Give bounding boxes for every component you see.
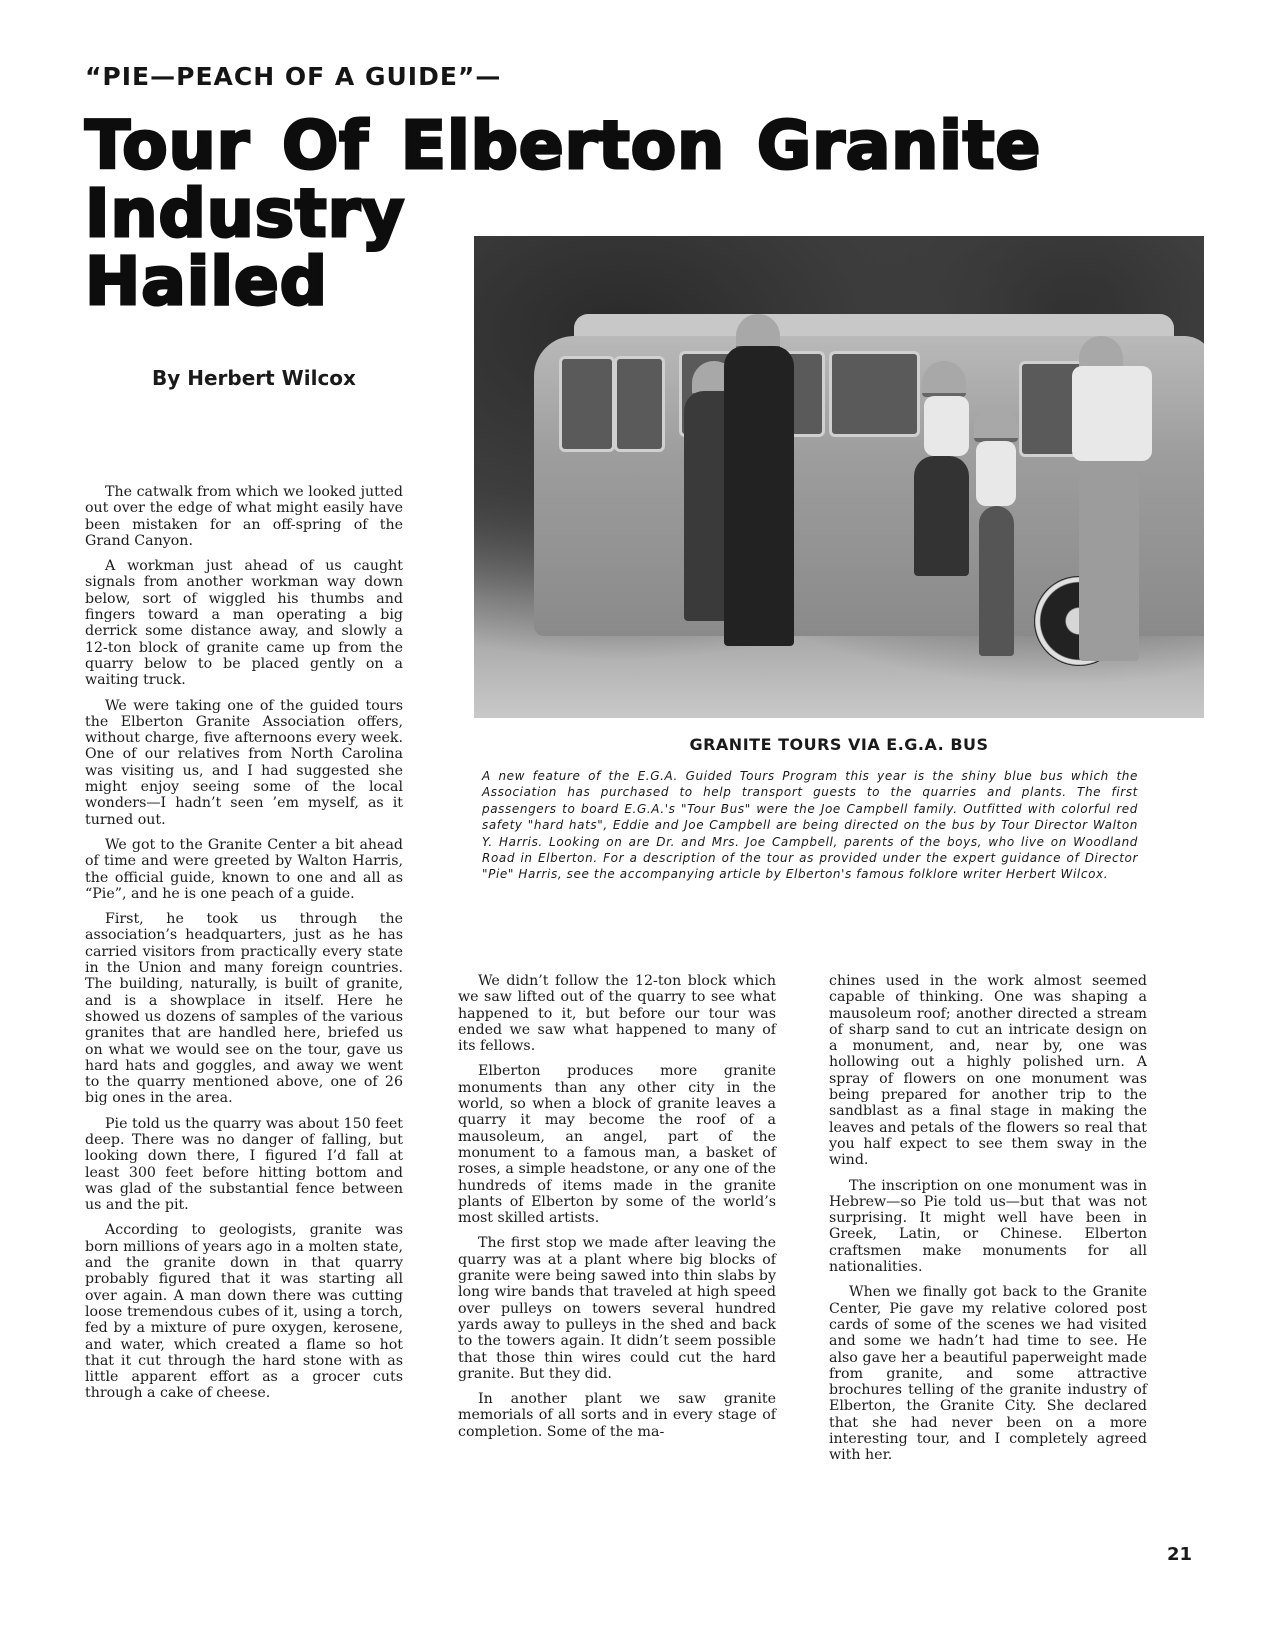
paragraph: A workman just ahead of us caught signals from another workman way down below, sort of wiggled his thumbs and fingers toward a man operating a big derrick some distance away, and slowly a 12-ton block of granite came up from the quarry below to be placed gently on a waiting truck.	[85, 558, 403, 689]
paragraph: The inscription on one monument was in Hebrew—so Pie told us—but that was not surprising. It might well have been in Greek, Latin, or Chinese. Elberton craftsmen make monuments for all nationalities.	[829, 1177, 1147, 1276]
article-column-2	[458, 973, 776, 1449]
paragraph: We were taking one of the guided tours the Elberton Granite Association offers, without charge, five afternoons every week. One of our relatives from North Carolina was visiting us, and I had suggested she might enjoy seeing some of the local wonders—I hadn’t seen ’em myself, as it turned out.	[85, 697, 403, 828]
byline: By Herbert Wilcox	[152, 366, 356, 390]
paragraph: chines used in the work almost seemed capable of thinking. One was shaping a mausoleum roof; another directed a stream of sharp sand to cut an intricate design on a monument, and, near by, one was hollowing out a highly polished urn. A spray of flowers on one monument was being prepared for another trip to the sandblast as a final stage in making the leaves and petals of the flowers so real that you half expect to see them sway in the wind.	[829, 973, 1147, 1169]
article-column-1	[85, 484, 403, 1411]
headline-line-2: Industry	[85, 175, 406, 252]
photo-caption-text: A new feature of the E.G.A. Guided Tours Program this year is the shiny blue bus which the Association has purchased to help transport guests to the quarries and plants. The first passengers to board E.G.A.'s "Tour Bus" were the Joe Campbell family. Outfitted with colorful red safety "hard hats", Eddie and Joe Campbell are being directed on the bus by Tour Director Walton Y. Harris. Looking on are Dr. and Mrs. Joe Campbell, parents of the boys, who live on Woodland Road in Elberton. For a description of the tour as provided under the expert guidance of Director "Pie" Harris, see the accompanying article by Elberton's famous folklore writer Herbert Wilcox.	[482, 769, 1138, 882]
van-side-window	[829, 351, 920, 437]
hard-hat	[922, 361, 966, 397]
kicker-heading: “PIE—PEACH OF A GUIDE”—	[85, 62, 502, 91]
paragraph: First, he took us through the association’s headquarters, just as he has carried visitors from practically every state in the Union and many foreign countries. The building, naturally, is built of granite, and is a showplace in itself. Here he showed us dozens of samples of the various granites that are handled here, briefed us on what we would see on the tour, gave us hard hats and goggles, and away we went to the quarry mentioned above, one of 26 big ones in the area.	[85, 911, 403, 1107]
tour-director-shirt	[1072, 366, 1152, 461]
boy-shirt	[976, 441, 1016, 506]
hard-hat	[736, 314, 780, 350]
paragraph: We didn’t follow the 12-ton block which we saw lifted out of the quarry to see what happened to it, but before our tour was ended we saw what happened to many of its fellows.	[458, 973, 776, 1055]
paragraph: When we finally got back to the Granite Center, Pie gave my relative colored post cards of some of the scenes we had visited and some we hadn’t had time to see. He also gave her a beautiful paperweight made from granite, and some attractive brochures telling of the granite industry of Elberton, the Granite City. She declared that she had never been on a more interesting tour, and I completely agreed with her.	[829, 1284, 1147, 1464]
boy-boarding-figure	[914, 456, 969, 576]
van-rear-window	[614, 356, 665, 452]
paragraph: In another plant we saw granite memorials of all sorts and in every stage of completion. Some of the ma-	[458, 1391, 776, 1440]
tour-bus-photo	[474, 236, 1204, 718]
boy-standing-figure	[979, 506, 1014, 656]
headline-line-1: Tour Of Elberton Granite	[85, 107, 1042, 184]
headline-line-3: Hailed	[85, 243, 329, 320]
photo-caption-title: GRANITE TOURS VIA E.G.A. BUS	[689, 735, 989, 754]
paragraph: We got to the Granite Center a bit ahead of time and were greeted by Walton Harris, the official guide, known to one and all as “Pie”, and he is one peach of a guide.	[85, 836, 403, 902]
paragraph: Elberton produces more granite monuments than any other city in the world, so when a block of granite leaves a quarry it may become the roof of a mausoleum, an angel, part of the monument to a famous man, a basket of roses, a simple headstone, or any one of the hundreds of items made in the granite plants of Elberton by some of the world’s most skilled artists.	[458, 1063, 776, 1227]
boy-shirt	[924, 396, 969, 456]
paragraph: The catwalk from which we looked jutted out over the edge of what might easily have been mistaken for an off-spring of the Grand Canyon.	[85, 484, 403, 549]
tour-director-figure	[1079, 461, 1139, 661]
man-in-suit-figure	[724, 346, 794, 646]
hard-hat	[974, 406, 1018, 442]
article-column-3	[829, 973, 1147, 1473]
page-number: 21	[1167, 1544, 1193, 1565]
paragraph: Pie told us the quarry was about 150 feet deep. There was no danger of falling, but looking down there, I figured I’d fall at least 300 feet before hitting bottom and was glad of the substantial fence between us and the pit.	[85, 1115, 403, 1214]
van-rear-window	[559, 356, 615, 452]
paragraph: According to geologists, granite was born millions of years ago in a molten state, and the granite down in that quarry probably figured that it was starting all over again. A man down there was cutting loose tremendous cubes of it, using a torch, fed by a mixture of pure oxygen, kerosene, and water, which created a flame so hot that it cut through the hard stone with as little apparent effort as a grocer cuts through a cake of cheese.	[85, 1222, 403, 1402]
paragraph: The first stop we made after leaving the quarry was at a plant where big blocks of granite were being sawed into thin slabs by long wire bands that traveled at high speed over pulleys on towers several hundred yards away to pulleys in the shed and back to the towers again. It didn’t seem possible that those thin wires could cut the hard granite. But they did.	[458, 1235, 776, 1382]
